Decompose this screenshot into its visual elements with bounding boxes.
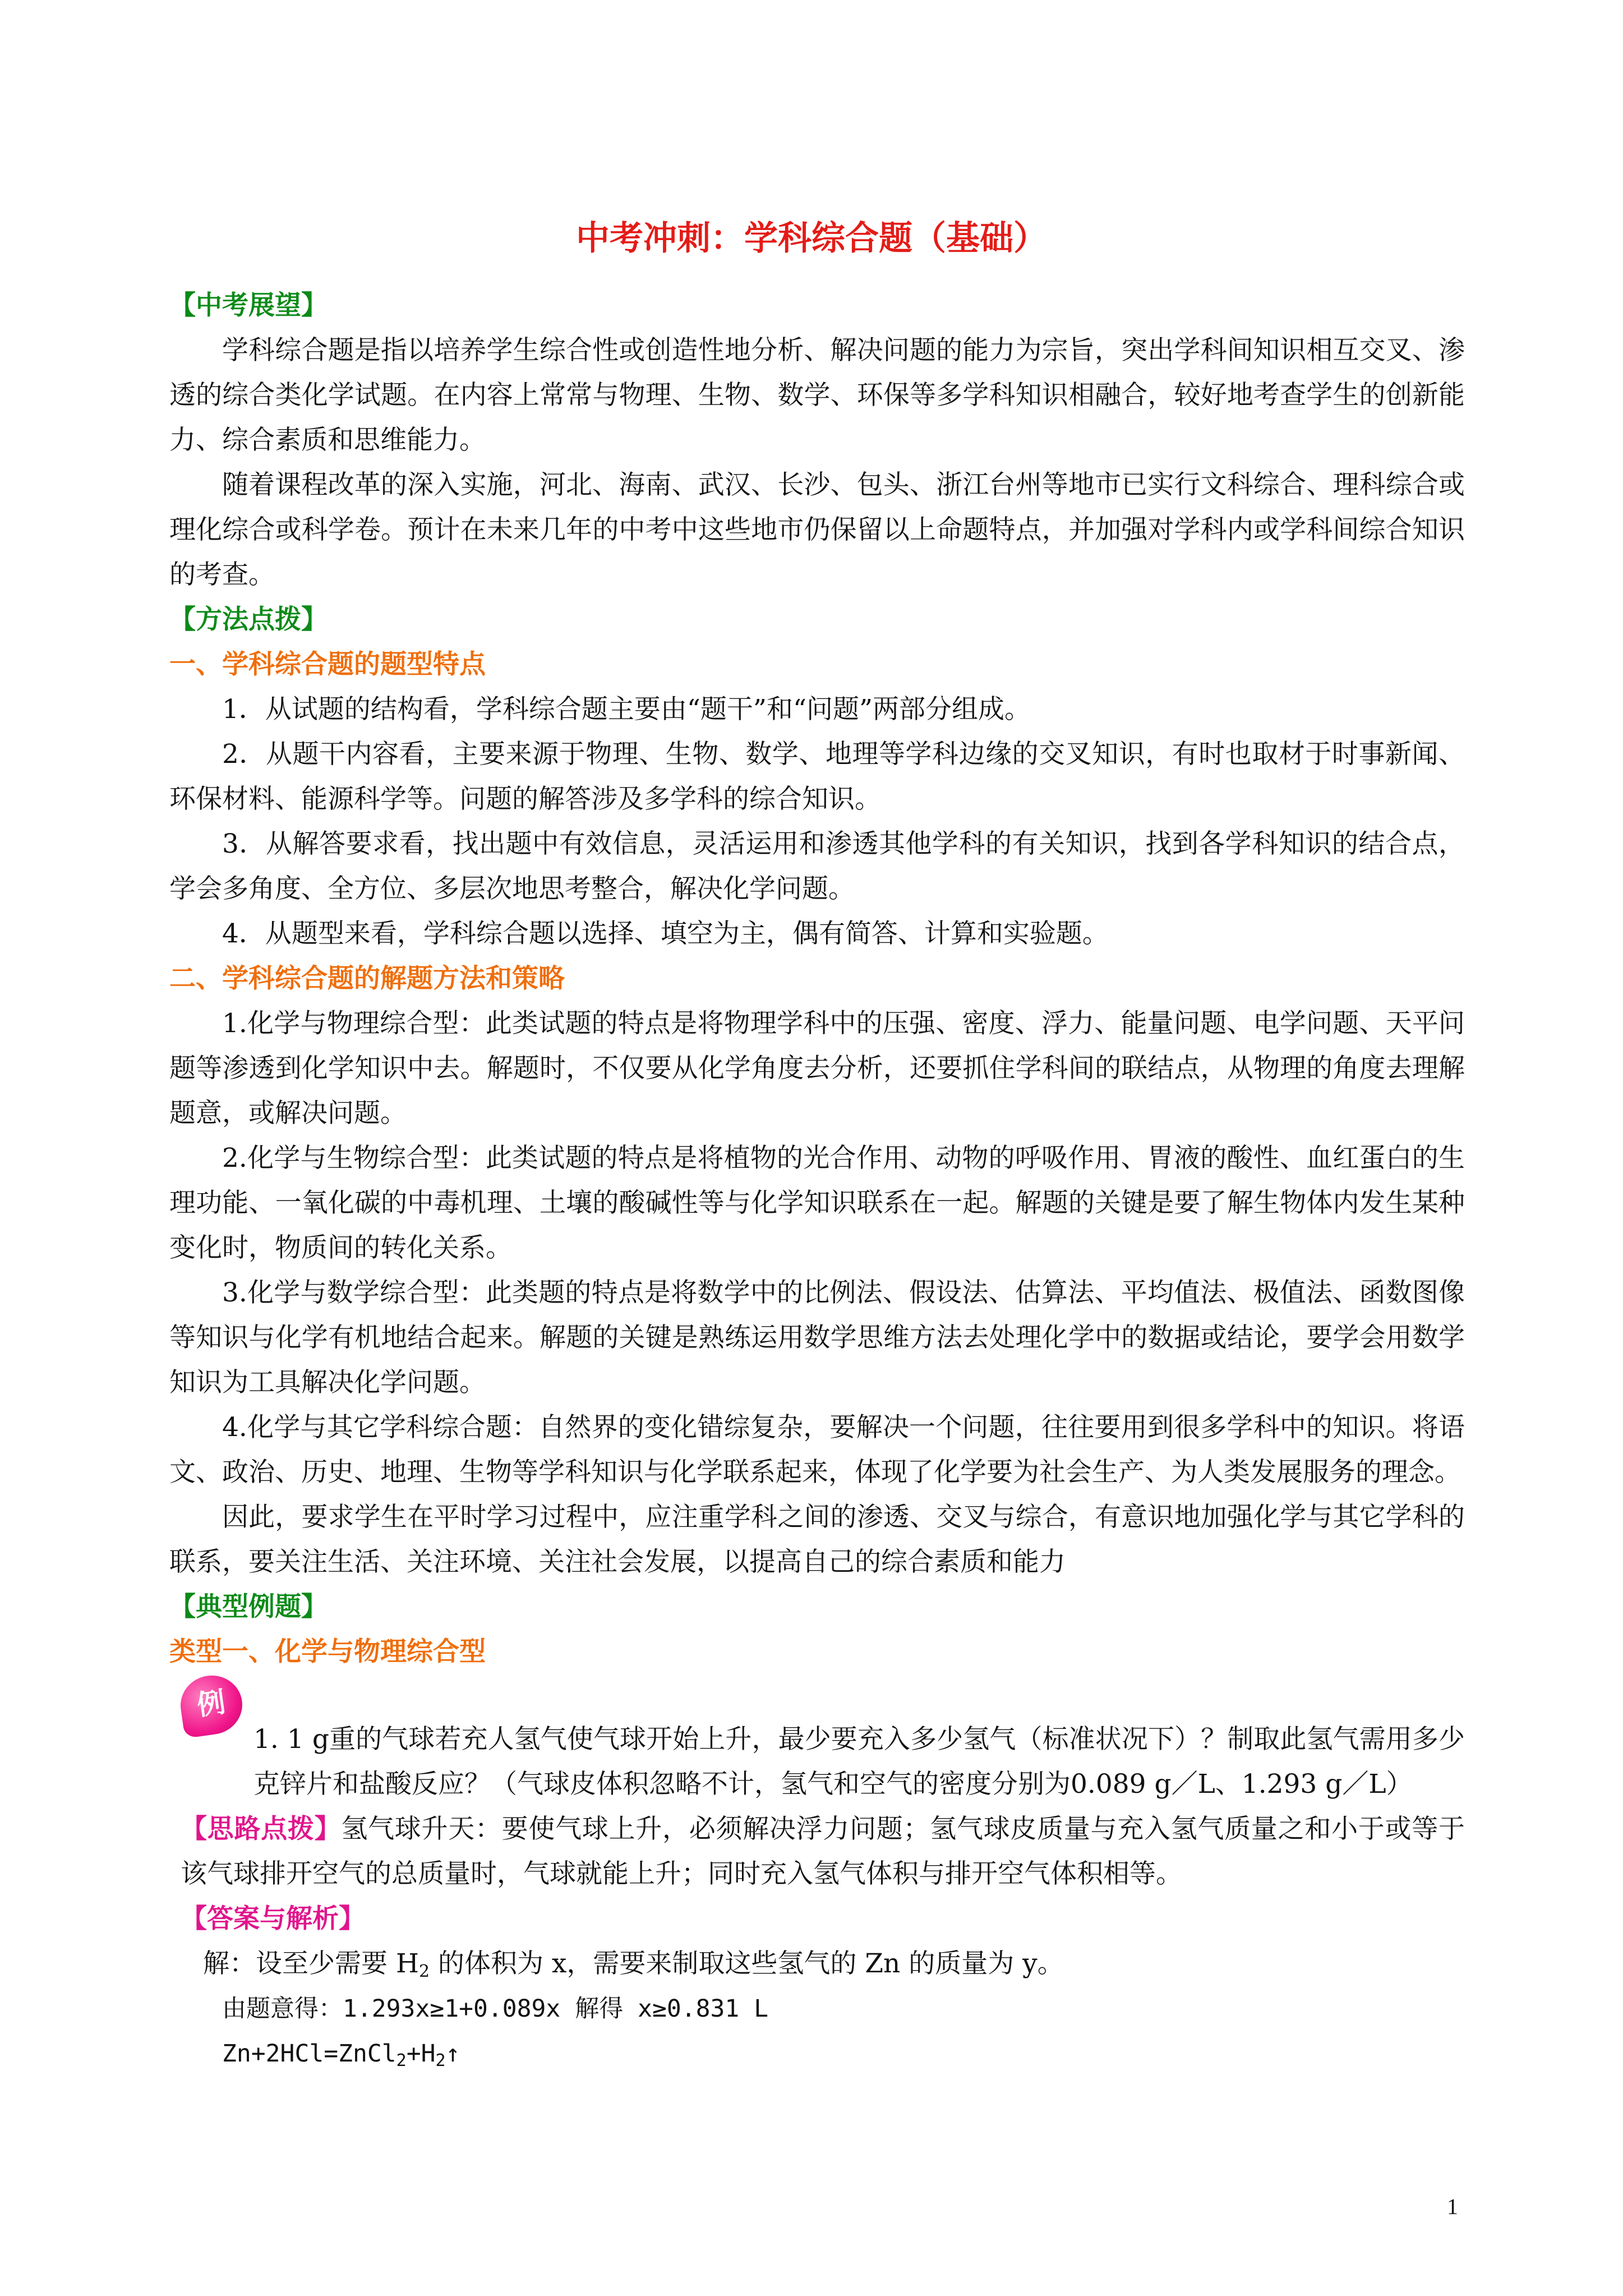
list-item: 1．从试题的结构看，学科综合题主要由“题干”和“问题”两部分组成。 bbox=[222, 694, 1031, 725]
list-item: 3.化学与数学综合型：此类题的特点是将数学中的比例法、假设法、估算法、平均值法、极值法、函数图像等知识与化学有机地结合起来。解题的关键是熟练运用数学思维方法去处理化学中的数据或结论，要学会用数学知识为工具解决化学问题。 bbox=[169, 1277, 1465, 1398]
equation-text: Zn+2HCl=ZnCl bbox=[222, 2040, 396, 2068]
subscript: 2 bbox=[418, 1962, 430, 1981]
example-block bbox=[169, 1683, 1465, 1807]
hint-paragraph bbox=[169, 1807, 1465, 1897]
subscript: 2 bbox=[396, 2051, 407, 2070]
subsection-heading: 类型一、化学与物理综合型 bbox=[169, 1636, 486, 1667]
solution-line bbox=[169, 1941, 1465, 1986]
subscript: 2 bbox=[435, 2051, 446, 2070]
paragraph: 随着课程改革的深入实施，河北、海南、武汉、长沙、包头、浙江台州等地市已实行文科综合、理科综合或理化综合或科学卷。预计在未来几年的中考中这些地市仍保留以上命题特点，并加强对学科内或学科间综合知识的考查。 bbox=[169, 470, 1465, 590]
list-item: 3．从解答要求看，找出题中有效信息，灵活运用和渗透其他学科的有关知识，找到各学科知识的结合点，学会多角度、全方位、多层次地思考整合，解决化学问题。 bbox=[169, 829, 1465, 904]
document-body bbox=[169, 283, 1465, 2076]
section-heading-method: 【方法点拨】 bbox=[169, 604, 328, 635]
list-item: 1.化学与物理综合型：此类试题的特点是将物理学科中的压强、密度、浮力、能量问题、电学问题、天平问题等渗透到化学知识中去。解题时，不仅要从化学角度去分析，还要抓住学科间的联结点，从物理的角度去理解题意，或解决问题。 bbox=[169, 1008, 1465, 1129]
example-badge-icon: 例 bbox=[177, 1672, 246, 1738]
equation-text: +H bbox=[406, 2040, 436, 2068]
example-question: 1. 1 g重的气球若充人氢气使气球开始上升，最少要充入多少氢气（标准状况下）？制取此氢气需用多少克锌片和盐酸反应？（气球皮体积忽略不计，氢气和空气的密度分别为0.089 g／L、1.293 g／L） bbox=[253, 1724, 1465, 1800]
section-heading-outlook: 【中考展望】 bbox=[169, 290, 328, 321]
solution-text: 的体积为 x，需要来制取这些氢气的 Zn 的质量为 y。 bbox=[430, 1948, 1064, 1979]
subsection-heading: 二、学科综合题的解题方法和策略 bbox=[169, 963, 565, 994]
paragraph: 学科综合题是指以培养学生综合性或创造性地分析、解决问题的能力为宗旨，突出学科间知识相互交叉、渗透的综合类化学试题。在内容上常常与物理、生物、数学、环保等多学科知识相融合，较好地考查学生的创新能力、综合素质和思维能力。 bbox=[169, 335, 1465, 455]
list-item: 4.化学与其它学科综合题：自然界的变化错综复杂，要解决一个问题，往往要用到很多学科中的知识。将语文、政治、历史、地理、生物等学科知识与化学联系起来，体现了化学要为社会生产、为人类发展服务的理念。 bbox=[169, 1412, 1465, 1488]
subsection-heading: 一、学科综合题的题型特点 bbox=[169, 649, 486, 680]
section-heading-examples: 【典型例题】 bbox=[169, 1591, 328, 1622]
page-number: 1 bbox=[1447, 2194, 1458, 2219]
list-item: 2．从题干内容看，主要来源于物理、生物、数学、地理等学科边缘的交叉知识，有时也取材于时事新闻、环保材料、能源科学等。问题的解答涉及多学科的综合知识。 bbox=[169, 739, 1465, 815]
answer-heading: 【答案与解析】 bbox=[181, 1903, 365, 1934]
hint-text: 氢气球升天：要使气球上升，必须解决浮力问题；氢气球皮质量与充入氢气质量之和小于或等于该气球排开空气的总质量时，气球就能上升；同时充入氢气体积与排开空气体积相等。 bbox=[181, 1814, 1465, 1889]
solution-text: 解：设至少需要 H bbox=[203, 1948, 419, 1979]
chemical-equation bbox=[169, 2031, 1465, 2076]
list-item: 2.化学与生物综合型：此类试题的特点是将植物的光合作用、动物的呼吸作用、胃液的酸性、血红蛋白的生理功能、一氧化碳的中毒机理、土壤的酸碱性等与化学知识联系在一起。解题的关键是要了解生物体内发生某种变化时，物质间的转化关系。 bbox=[169, 1143, 1465, 1263]
page-title: 中考冲刺：学科综合题（基础） bbox=[576, 219, 1047, 258]
list-item: 4．从题型来看，学科综合题以选择、填空为主，偶有简答、计算和实验题。 bbox=[222, 918, 1109, 949]
solution-line: 由题意得：1.293x≥1+0.089x 解得 x≥0.831 L bbox=[222, 1995, 769, 2023]
equation-text: ↑ bbox=[445, 2040, 460, 2068]
paragraph: 因此，要求学生在平时学习过程中，应注重学科之间的渗透、交叉与综合，有意识地加强化学与其它学科的联系，要关注生活、关注环境、关注社会发展，以提高自己的综合素质和能力 bbox=[169, 1502, 1465, 1577]
hint-label: 【思路点拨】 bbox=[181, 1814, 342, 1844]
